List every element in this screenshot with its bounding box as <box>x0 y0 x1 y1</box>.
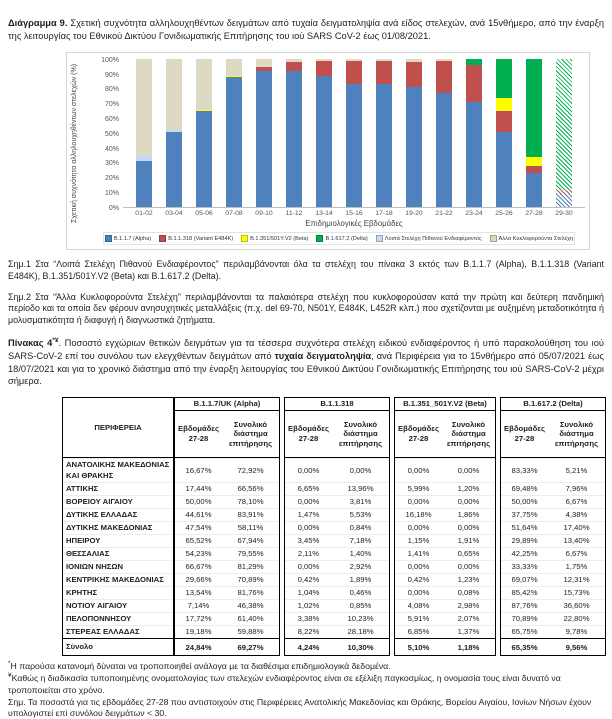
footnotes <box>8 660 604 719</box>
x-tick-label: 11-12 <box>285 210 303 218</box>
legend-item <box>376 235 482 242</box>
y-tick-label: 20% <box>104 175 119 183</box>
footnote-1-marker: * <box>8 660 11 668</box>
table-total-region: Σύνολο <box>62 638 174 656</box>
table-cell: 0,00% <box>394 458 442 482</box>
y-tick-label: 60% <box>104 115 119 123</box>
legend-item <box>316 235 367 242</box>
legend-label: Λοιπά Στελέχη Πιθανού Ενδιαφέροντος <box>384 235 482 242</box>
table-total-cell: 69,27% <box>222 638 280 656</box>
table-cell: 4,38% <box>548 508 606 521</box>
table-caption-bold: τυχαία δειγματοληψία <box>274 350 372 361</box>
table-cell: 69,48% <box>500 482 548 495</box>
table-cell: 1,04% <box>284 586 332 599</box>
bar-segment <box>406 62 422 87</box>
table-cell: 0,00% <box>284 495 332 508</box>
bar <box>286 59 302 207</box>
table-total-cell: 65,35% <box>500 638 548 656</box>
x-tick-label: 27-28 <box>525 210 543 218</box>
footnote-1-text: Η παρούσα κατανομή δύναται να τροποποιηθεί ανάλογα με τα διαθέσιμα επιδημιολογικά δεδομένα. <box>10 661 391 671</box>
table-cell: 54,23% <box>174 547 222 560</box>
legend-label: B.1.1.7 (Alpha) <box>113 235 152 242</box>
bar <box>166 59 182 207</box>
table-cell: 65,75% <box>500 625 548 638</box>
bar-segment <box>436 61 452 94</box>
table-cell: 70,89% <box>500 612 548 625</box>
table-cell: 16,18% <box>394 508 442 521</box>
table-row-region: ΙΟΝΙΩΝ ΝΗΣΩΝ <box>62 560 174 573</box>
x-tick-label: 05-06 <box>195 210 213 218</box>
table-cell: 66,67% <box>174 560 222 573</box>
bar-segment <box>526 166 542 173</box>
table-row-region: ΚΡΗΤΗΣ <box>62 586 174 599</box>
table-cell: 16,67% <box>174 458 222 482</box>
table-cell: 0,84% <box>332 521 390 534</box>
table-cell: 2,07% <box>442 612 496 625</box>
bar-slot <box>279 59 309 207</box>
table-header-sub: Εβδομάδες 27-28 <box>394 411 442 458</box>
table-cell: 0,00% <box>394 586 442 599</box>
table-cell: 78,10% <box>222 495 280 508</box>
bar <box>136 59 152 207</box>
table-caption-superscript: *¥ <box>52 336 59 344</box>
bar <box>436 59 452 207</box>
table-cell: 7,18% <box>332 534 390 547</box>
bar-segment <box>496 98 512 111</box>
table-cell: 51,64% <box>500 521 548 534</box>
table-cell: 72,92% <box>222 458 280 482</box>
y-tick-label: 50% <box>104 130 119 138</box>
table-cell: 0,65% <box>442 547 496 560</box>
table-cell: 6,65% <box>284 482 332 495</box>
x-tick-label: 25-26 <box>495 210 513 218</box>
bar <box>376 59 392 207</box>
table-row-region: ΣΤΕΡΕΑΣ ΕΛΛΑΔΑΣ <box>62 625 174 638</box>
table-cell: 17,44% <box>174 482 222 495</box>
x-tick-label: 17-18 <box>375 210 393 218</box>
y-tick-label: 0% <box>108 204 119 212</box>
table-cell: 0,00% <box>284 521 332 534</box>
table-cell: 1,91% <box>442 534 496 547</box>
table-cell: 1,20% <box>442 482 496 495</box>
table-header-group: B.1.1.7/UK (Alpha) <box>174 397 280 411</box>
x-tick-label: 19-20 <box>405 210 423 218</box>
table-cell: 0,00% <box>332 458 390 482</box>
table-cell: 0,42% <box>394 573 442 586</box>
bar-segment <box>496 111 512 132</box>
table-cell: 79,55% <box>222 547 280 560</box>
bar-segment <box>496 132 512 207</box>
table-cell: 1,47% <box>284 508 332 521</box>
y-tick-label: 90% <box>104 71 119 79</box>
bar-slot <box>429 59 459 207</box>
table-cell: 29,89% <box>500 534 548 547</box>
table-cell: 4,08% <box>394 599 442 612</box>
bar-slot <box>549 59 579 207</box>
y-tick-label: 40% <box>104 145 119 153</box>
table-cell: 5,21% <box>548 458 606 482</box>
table-cell: 7,14% <box>174 599 222 612</box>
table-row-region: ΒΟΡΕΙΟΥ ΑΙΓΑΙΟΥ <box>62 495 174 508</box>
table-header-sub: Συνολικό διάστημα επιτήρησης <box>548 411 606 458</box>
table-cell: 0,00% <box>284 560 332 573</box>
legend-swatch <box>241 235 248 242</box>
table-row-region: ΚΕΝΤΡΙΚΗΣ ΜΑΚΕΔΟΝΙΑΣ <box>62 573 174 586</box>
chart-y-axis-title: Σχετική συχνότητα αλληλουχηθέντων στελεχών (%) <box>71 64 78 224</box>
table-cell: 5,53% <box>332 508 390 521</box>
bar-segment <box>136 59 152 155</box>
table-cell: 0,00% <box>442 521 496 534</box>
bar <box>196 59 212 207</box>
table-cell: 83,91% <box>222 508 280 521</box>
bar-segment <box>376 61 392 85</box>
table-cell: 0,00% <box>442 560 496 573</box>
table-cell: 87,76% <box>500 599 548 612</box>
table-total-cell: 1,18% <box>442 638 496 656</box>
chart <box>66 52 590 250</box>
table-cell: 6,67% <box>548 547 606 560</box>
table-cell: 33,33% <box>500 560 548 573</box>
table-header-region: ΠΕΡΙΦΕΡΕΙΑ <box>62 397 174 458</box>
bar-slot <box>519 59 549 207</box>
table-cell: 46,38% <box>222 599 280 612</box>
table-cell: 70,89% <box>222 573 280 586</box>
table-cell: 17,72% <box>174 612 222 625</box>
bar-segment <box>466 65 482 102</box>
legend-label: Άλλα Κυκλοφορούντα Στελέχη <box>498 235 574 242</box>
table-header-sub: Εβδομάδες 27-28 <box>174 411 222 458</box>
bar-segment <box>406 87 422 207</box>
table-caption <box>8 337 604 388</box>
bar-slot <box>489 59 519 207</box>
bar-slot <box>399 59 429 207</box>
table-cell: 1,86% <box>442 508 496 521</box>
table-cell: 8,22% <box>284 625 332 638</box>
bar-segment <box>436 93 452 207</box>
table-cell: 67,94% <box>222 534 280 547</box>
diagram-caption-text: Σχετική συχνότητα αλληλουχηθέντων δειγμάτων από τυχαία δειγματοληψία ανά είδος στελεχών, ανά 15νθήμερο, από την έναρξη της λειτουργίας του Εθνικού Δικτύου Γονιδιωματικής Επιτήρησης του ιού SARS CoV-2 έως 01/08/2021. <box>8 18 604 42</box>
x-tick-label: 21-22 <box>435 210 453 218</box>
bar-slot <box>129 59 159 207</box>
table-cell: 44,61% <box>174 508 222 521</box>
table-cell: 13,96% <box>332 482 390 495</box>
bar <box>496 59 512 207</box>
table-total-cell: 24,84% <box>174 638 222 656</box>
table-row-region: ΔΥΤΙΚΗΣ ΕΛΛΑΔΑΣ <box>62 508 174 521</box>
table-caption-label: Πίνακας 4 <box>8 337 53 348</box>
bar-slot <box>459 59 489 207</box>
table-cell: 0,85% <box>332 599 390 612</box>
table-cell: 6,85% <box>394 625 442 638</box>
table-total-cell: 9,56% <box>548 638 606 656</box>
table-cell: 5,99% <box>394 482 442 495</box>
table-cell: 0,00% <box>442 495 496 508</box>
chart-note-2: Σημ.2 Στα “Άλλα Κυκλοφορούντα Στελέχη” περιλαμβάνονται τα παλαιότερα στελέχη που κυκλοφορούσαν κατά την πρώτη και δεύτερη πανδημική περίοδο και τα οποία δεν φέρουν ανησυχητικές μεταλλάξεις (π.χ. del 69-70, N501Y, E484K, L452R κλπ.) που σχετίζονται με αυξημένη μεταδοτικότητα ή μολυσματικότητα ή διαφυγή ή διαγνωστικά ζητήματα. <box>8 291 604 326</box>
footnote-3: Σημ. Τα ποσοστά για τις εβδομάδες 27-28 που αντιστοιχούν στις Περιφέρειες Ανατολικής Μακεδονίας και Θράκης, Βορείου Αιγαίου, Ιονίων Νήσων έχουν υπολογιστεί επί συνόλου δειγμάτων < 30. <box>8 696 592 719</box>
bar-slot <box>189 59 219 207</box>
bar-slot <box>369 59 399 207</box>
table-cell: 1,02% <box>284 599 332 612</box>
bar-segment <box>166 132 182 207</box>
chart-x-axis-title: Επιδημιολογικές Εβδομάδες <box>305 219 403 229</box>
x-tick-label: 03-04 <box>165 210 183 218</box>
legend-swatch <box>105 235 112 242</box>
table-cell: 2,11% <box>284 547 332 560</box>
table-cell: 28,18% <box>332 625 390 638</box>
bar-slot <box>249 59 279 207</box>
table-caption-text-1: . Ποσοστό εγχώριων θετικών δειγμάτων για τα τέσσερα συχνότερα στελέχη ειδικού ενδιαφέροντος ή υπό παρακολούθηση του ιού SARS-CoV-2 επί του συνόλου των ελεγχθέντων δειγμάτων από <box>8 337 604 361</box>
table-cell: 61,40% <box>222 612 280 625</box>
table-cell: 3,38% <box>284 612 332 625</box>
table-cell: 9,78% <box>548 625 606 638</box>
x-tick-label: 13-14 <box>315 210 333 218</box>
bar <box>226 59 242 207</box>
table-cell: 0,00% <box>284 458 332 482</box>
table-cell: 81,29% <box>222 560 280 573</box>
footnote-1 <box>8 660 604 672</box>
table-header-sub: Εβδομάδες 27-28 <box>500 411 548 458</box>
table-cell: 47,54% <box>174 521 222 534</box>
table-cell: 13,40% <box>548 534 606 547</box>
diagram-caption-label: Διάγραμμα 9. <box>8 18 68 29</box>
x-tick-label: 09-10 <box>255 210 273 218</box>
table-header-sub: Συνολικό διάστημα επιτήρησης <box>332 411 390 458</box>
legend-label: B.1.351/501Y.V2 (Beta) <box>250 235 309 242</box>
bar <box>466 59 482 207</box>
bar-segment <box>556 59 572 189</box>
bar-segment <box>526 173 542 207</box>
bar-segment <box>346 84 362 207</box>
table-cell: 1,89% <box>332 573 390 586</box>
table-cell: 65,52% <box>174 534 222 547</box>
table-cell: 1,75% <box>548 560 606 573</box>
bar <box>526 59 542 207</box>
table-header-sub: Συνολικό διάστημα επιτήρησης <box>442 411 496 458</box>
legend-swatch <box>490 235 497 242</box>
table-cell: 19,18% <box>174 625 222 638</box>
table-cell: 3,81% <box>332 495 390 508</box>
bar-segment <box>466 102 482 207</box>
table-header-sub: Εβδομάδες 27-28 <box>284 411 332 458</box>
table-header-group: B.1.617.2 (Delta) <box>500 397 606 411</box>
results-table <box>62 397 604 656</box>
y-tick-label: 30% <box>104 160 119 168</box>
legend-item <box>241 235 308 242</box>
table-row-region: ΘΕΣΣΑΛΙΑΣ <box>62 547 174 560</box>
bar-slot <box>339 59 369 207</box>
table-cell: 0,00% <box>394 521 442 534</box>
table-cell: 5,91% <box>394 612 442 625</box>
bar-segment <box>376 84 392 207</box>
table-cell: 0,00% <box>442 458 496 482</box>
table-cell: 0,08% <box>442 586 496 599</box>
chart-note-1: Σημ.1 Στα “Λοιπά Στελέχη Πιθανού Ενδιαφέροντος” περιλαμβάνονται όλα τα στελέχη του πίνακα 3 εκτός των B.1.1.7 (Alpha), B.1.1.318 (Variant E484K), B.1.351/501Y.V2 (Beta) και B.1.617.2 (Delta). <box>8 259 604 281</box>
footnote-2-text: Καθώς η διαδικασία τυποποιημένης ονοματολογίας των στελεχών ενδιαφέροντος είναι σε εξέλιξη παγκοσμίως, η ονομασία τους είναι δυνατό να τροποποιείται στο χρόνο. <box>8 673 561 695</box>
table-cell: 50,00% <box>500 495 548 508</box>
table-caption-text-2: , ανά Περιφέρεια για το 15νθήμερο από 05/07/2021 έως 18/07/2021 και για το χρονικό διάστημα από την έναρξη λειτουργίας του Εθνικού Δικτύου Γονιδιωματικής Επιτήρησης του ιού SARS-CoV-2 μέχρι σήμερα. <box>8 350 604 387</box>
bar-segment <box>196 111 212 207</box>
bar-segment <box>286 62 302 71</box>
table-cell: 1,40% <box>332 547 390 560</box>
bar-segment <box>226 59 242 75</box>
x-tick-label: 15-16 <box>345 210 363 218</box>
table-cell: 22,80% <box>548 612 606 625</box>
bar-segment <box>496 59 512 97</box>
table-cell: 1,23% <box>442 573 496 586</box>
bar-segment <box>256 71 272 207</box>
table-cell: 83,33% <box>500 458 548 482</box>
bar-segment <box>136 161 152 207</box>
table-row-region: ΝΟΤΙΟΥ ΑΙΓΑΙΟΥ <box>62 599 174 612</box>
table-total-cell: 5,10% <box>394 638 442 656</box>
x-tick-label: 01-02 <box>135 210 153 218</box>
table-cell: 1,37% <box>442 625 496 638</box>
bar-segment <box>316 61 332 76</box>
footnote-2 <box>8 672 604 696</box>
bar <box>256 59 272 207</box>
chart-plot <box>123 59 585 208</box>
bar <box>406 59 422 207</box>
table-cell: 42,25% <box>500 547 548 560</box>
table-total-cell: 10,30% <box>332 638 390 656</box>
x-tick-label: 29-30 <box>555 210 573 218</box>
legend-swatch <box>159 235 166 242</box>
table-cell: 58,11% <box>222 521 280 534</box>
bar-slot <box>309 59 339 207</box>
y-tick-label: 10% <box>104 189 119 197</box>
table-cell: 66,56% <box>222 482 280 495</box>
diagram-caption <box>8 17 604 43</box>
bar-segment <box>286 71 302 207</box>
table-row-region: ΔΥΤΙΚΗΣ ΜΑΚΕΔΟΝΙΑΣ <box>62 521 174 534</box>
table-cell: 15,73% <box>548 586 606 599</box>
legend-label: B.1.1.318 (Variant E484K) <box>168 235 234 242</box>
bar-slot <box>219 59 249 207</box>
table-header-group: B.1.351_501Y.V2 (Beta) <box>394 397 496 411</box>
table-cell: 17,40% <box>548 521 606 534</box>
table-cell: 1,41% <box>394 547 442 560</box>
table-cell: 2,98% <box>442 599 496 612</box>
footnote-2-marker: ¥ <box>8 672 12 680</box>
x-tick-label: 23-24 <box>465 210 483 218</box>
bar-segment <box>316 76 332 208</box>
table-cell: 81,76% <box>222 586 280 599</box>
legend-swatch <box>316 235 323 242</box>
table-row-region: ΗΠΕΙΡΟΥ <box>62 534 174 547</box>
table-cell: 69,07% <box>500 573 548 586</box>
table-cell: 29,66% <box>174 573 222 586</box>
table-cell: 1,15% <box>394 534 442 547</box>
table-row-region: ΠΕΛΟΠΟΝΝΗΣΟΥ <box>62 612 174 625</box>
bar <box>346 59 362 207</box>
bar-segment <box>346 61 362 85</box>
bar <box>316 59 332 207</box>
table-cell: 36,60% <box>548 599 606 612</box>
bar <box>556 59 572 207</box>
table-cell: 0,00% <box>394 560 442 573</box>
table-header-group: B.1.1.318 <box>284 397 390 411</box>
chart-y-axis <box>93 56 123 212</box>
bar-segment <box>166 59 182 130</box>
legend-item <box>159 235 233 242</box>
table-total-cell: 4,24% <box>284 638 332 656</box>
table-cell: 85,42% <box>500 586 548 599</box>
table-cell: 0,42% <box>284 573 332 586</box>
table-row-region: ΑΝΑΤΟΛΙΚΗΣ ΜΑΚΕΔΟΝΙΑΣ ΚΑΙ ΘΡΑΚΗΣ <box>62 458 174 482</box>
bar-segment <box>556 194 572 207</box>
table-cell: 0,46% <box>332 586 390 599</box>
legend-item <box>490 235 573 242</box>
table-header-sub: Συνολικό διάστημα επιτήρησης <box>222 411 280 458</box>
table-cell: 10,23% <box>332 612 390 625</box>
table-row-region: ΑΤΤΙΚΗΣ <box>62 482 174 495</box>
legend-item <box>105 235 151 242</box>
table-cell: 0,00% <box>394 495 442 508</box>
table-cell: 12,31% <box>548 573 606 586</box>
bar-segment <box>226 77 242 207</box>
table-cell: 59,88% <box>222 625 280 638</box>
bar-segment <box>526 157 542 166</box>
table-cell: 6,67% <box>548 495 606 508</box>
bar-segment <box>256 59 272 66</box>
chart-x-axis <box>123 210 585 217</box>
bar-segment <box>526 59 542 157</box>
legend-label: B.1.617.2 (Delta) <box>325 235 368 242</box>
table-cell: 50,00% <box>174 495 222 508</box>
x-tick-label: 07-08 <box>225 210 243 218</box>
table-cell: 2,92% <box>332 560 390 573</box>
y-tick-label: 80% <box>104 86 119 94</box>
table-cell: 37,75% <box>500 508 548 521</box>
chart-legend <box>103 232 575 245</box>
legend-swatch <box>376 235 383 242</box>
table-cell: 3,45% <box>284 534 332 547</box>
bar-segment <box>196 59 212 109</box>
table-cell: 7,96% <box>548 482 606 495</box>
table-cell: 13,54% <box>174 586 222 599</box>
y-tick-label: 100% <box>101 56 119 64</box>
y-tick-label: 70% <box>104 101 119 109</box>
bar-slot <box>159 59 189 207</box>
